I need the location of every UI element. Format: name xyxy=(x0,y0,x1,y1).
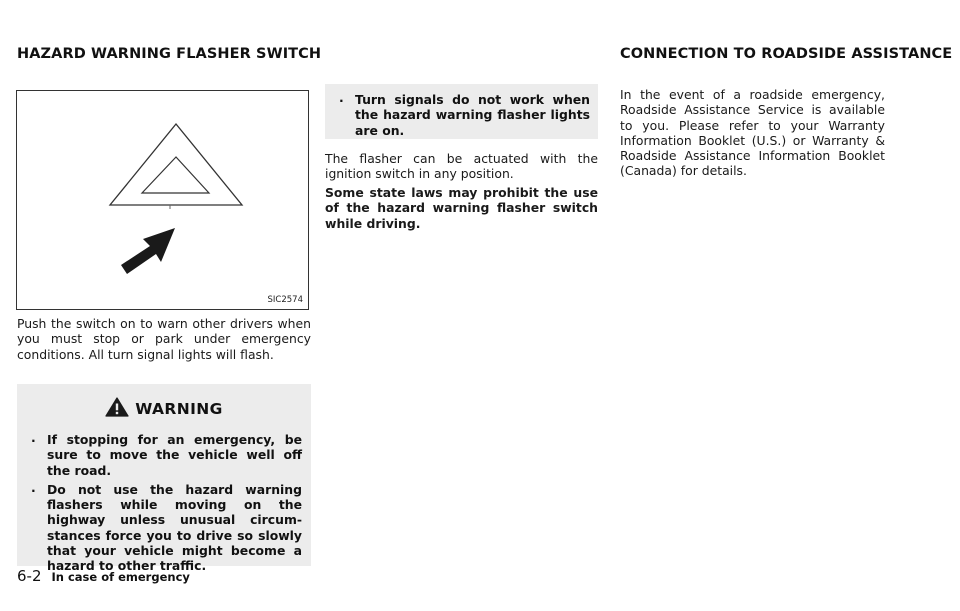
roadside-paragraph: In the event of a roadside emergency, Roadside Assistance Service is available to you. Please refer to your Warranty Information Booklet (U.S.) or Warranty & Roadside Assistance Information Booklet (Canada) for details. xyxy=(620,87,885,179)
warning-box xyxy=(17,384,311,574)
intro-paragraph: Push the switch on to warn other drivers when you must stop or park under emergency conditions. All turn signal lights will flash. xyxy=(17,316,311,362)
page-number: 6-2 xyxy=(17,567,42,585)
hazard-switch-illustration xyxy=(16,90,309,310)
warning-continued-list xyxy=(325,92,590,142)
section-heading-hazard-flasher: HAZARD WARNING FLASHER SWITCH xyxy=(17,46,322,62)
warning-item: . Do not use the hazard warning flashers while moving on the highway unless unusual circum-stances force you to drive so slowly that your vehicle might become a hazard to other traffic. xyxy=(17,482,302,574)
press-arrow-icon xyxy=(121,228,175,274)
section-heading-roadside-assistance: CONNECTION TO ROADSIDE ASSISTANCE xyxy=(620,46,953,62)
page-footer xyxy=(17,566,190,585)
warning-item: . Turn signals do not work when the hazard warning flasher lights are on. xyxy=(325,92,590,138)
hazard-switch-drawing xyxy=(17,91,310,311)
warning-heading xyxy=(17,397,311,418)
flasher-paragraph: The flasher can be actuated with the ignition switch in any position. xyxy=(325,151,598,182)
warning-icon xyxy=(105,397,129,417)
figure-code: SIC2574 xyxy=(267,295,303,305)
hazard-inner-triangle-icon xyxy=(142,157,209,193)
warning-continued-box xyxy=(325,84,598,139)
warning-title: WARNING xyxy=(135,400,223,418)
footer-section-name: In case of emergency xyxy=(51,570,190,584)
warning-list xyxy=(17,432,302,578)
warning-item: . If stopping for an emergency, be sure to move the vehicle well off the road. xyxy=(17,432,302,478)
state-law-paragraph: Some state laws may prohibit the use of the hazard warning flasher switch while driving. xyxy=(325,185,598,231)
